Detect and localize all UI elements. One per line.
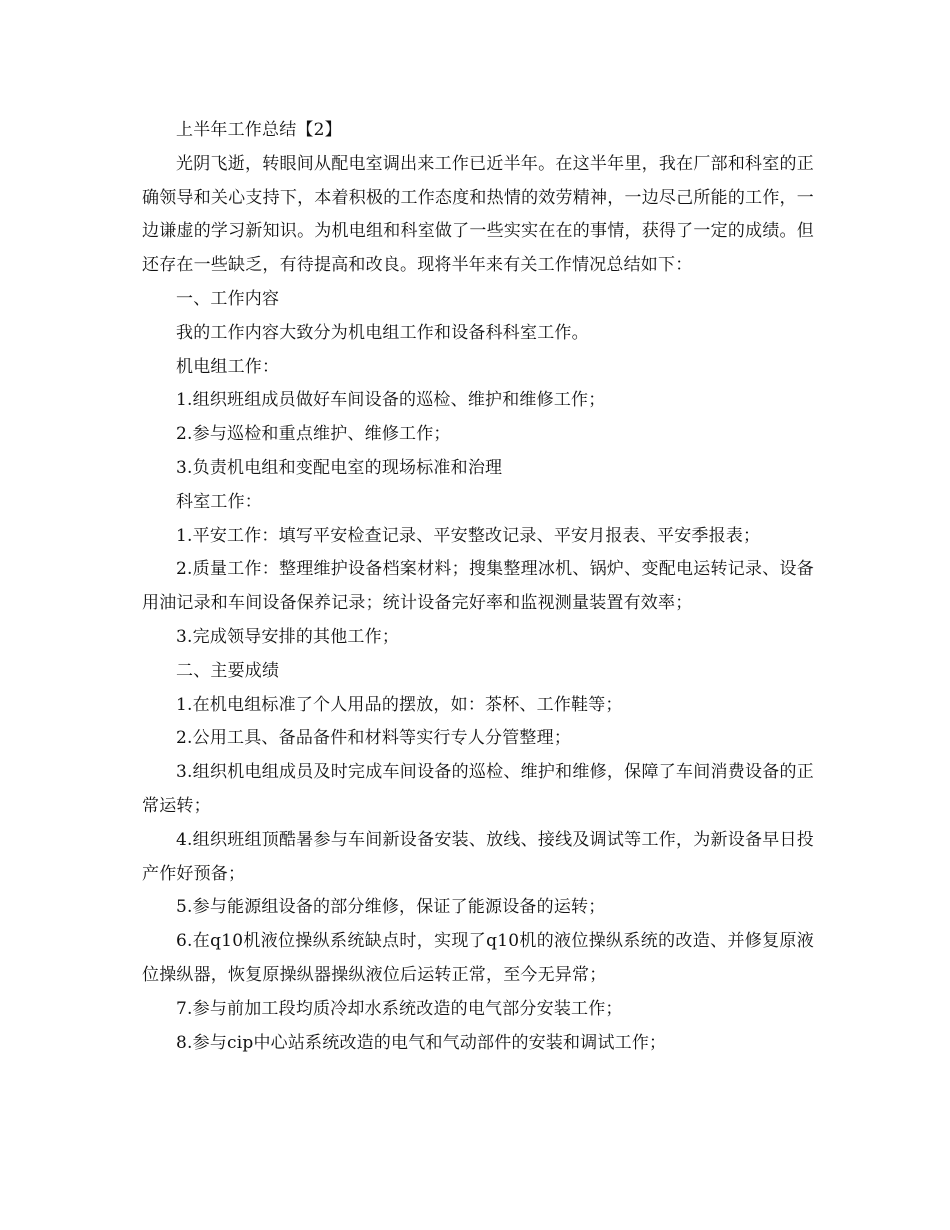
paragraph: 我的工作内容大致分为机电组工作和设备科科室工作。 [176,322,589,343]
list-item: 7.参与前加工段均质冷却水系统改造的电气部分安装工作； [176,998,623,1019]
list-item: 6.在q10机液位操纵系统缺点时，实现了q10机的液位操纵系统的改造、并修复原液位操纵器，恢复原操纵器操纵液位后运转正常，至今无异常； [142,931,814,985]
list-item: 2.公用工具、备品备件和材料等实行专人分管整理； [176,728,572,749]
list-item: 2.参与巡检和重点维护、维修工作； [176,424,451,445]
list-item: 1.组织班组成员做好车间设备的巡检、维护和维修工作； [176,390,606,411]
list-item: 3.组织机电组成员及时完成车间设备的巡检、维护和维修，保障了车间消费设备的正常运转； [142,762,814,816]
intro-paragraph: 光阴飞逝，转眼间从配电室调出来工作已近半年。在这半年里，我在厂部和科室的正确领导和关心支持下，本着积极的工作态度和热情的效劳精神，一边尽己所能的工作，一边谦虚的学习新知识。为机电组和科室做了一些实实在在的事情，获得了一定的成绩。但还存在一些缺乏，有待提高和改良。现将半年来有关工作情况总结如下： [142,153,814,276]
document-title: 上半年工作总结【2】 [176,120,342,140]
section-heading-main-achievements: 二、主要成绩 [176,660,280,681]
list-item: 8.参与cip中心站系统改造的电气和气动部件的安装和调试工作； [176,1032,667,1053]
subheading-office-work: 科室工作： [176,491,262,512]
section-heading-work-content: 一、工作内容 [176,288,280,309]
list-item: 2.质量工作：整理维护设备档案材料；搜集整理冰机、锅炉、变配电运转记录、设备用油记录和车间设备保养记录；统计设备完好率和监视测量装置有效率； [142,559,814,614]
list-item: 5.参与能源组设备的部分维修，保证了能源设备的运转； [176,897,606,918]
list-item: 1.平安工作：填写平安检查记录、平安整改记录、平安月报表、平安季报表； [176,525,761,546]
document-body [142,114,814,1060]
list-item: 4.组织班组顶酷暑参与车间新设备安装、放线、接线及调试等工作，为新设备早日投产作好预备； [142,829,814,884]
list-item: 1.在机电组标准了个人用品的摆放，如：茶杯、工作鞋等； [176,694,623,715]
subheading-mechanical-group: 机电组工作： [176,356,280,377]
list-item: 3.完成领导安排的其他工作； [176,626,400,647]
list-item: 3.负责机电组和变配电室的现场标准和治理 [176,457,503,478]
